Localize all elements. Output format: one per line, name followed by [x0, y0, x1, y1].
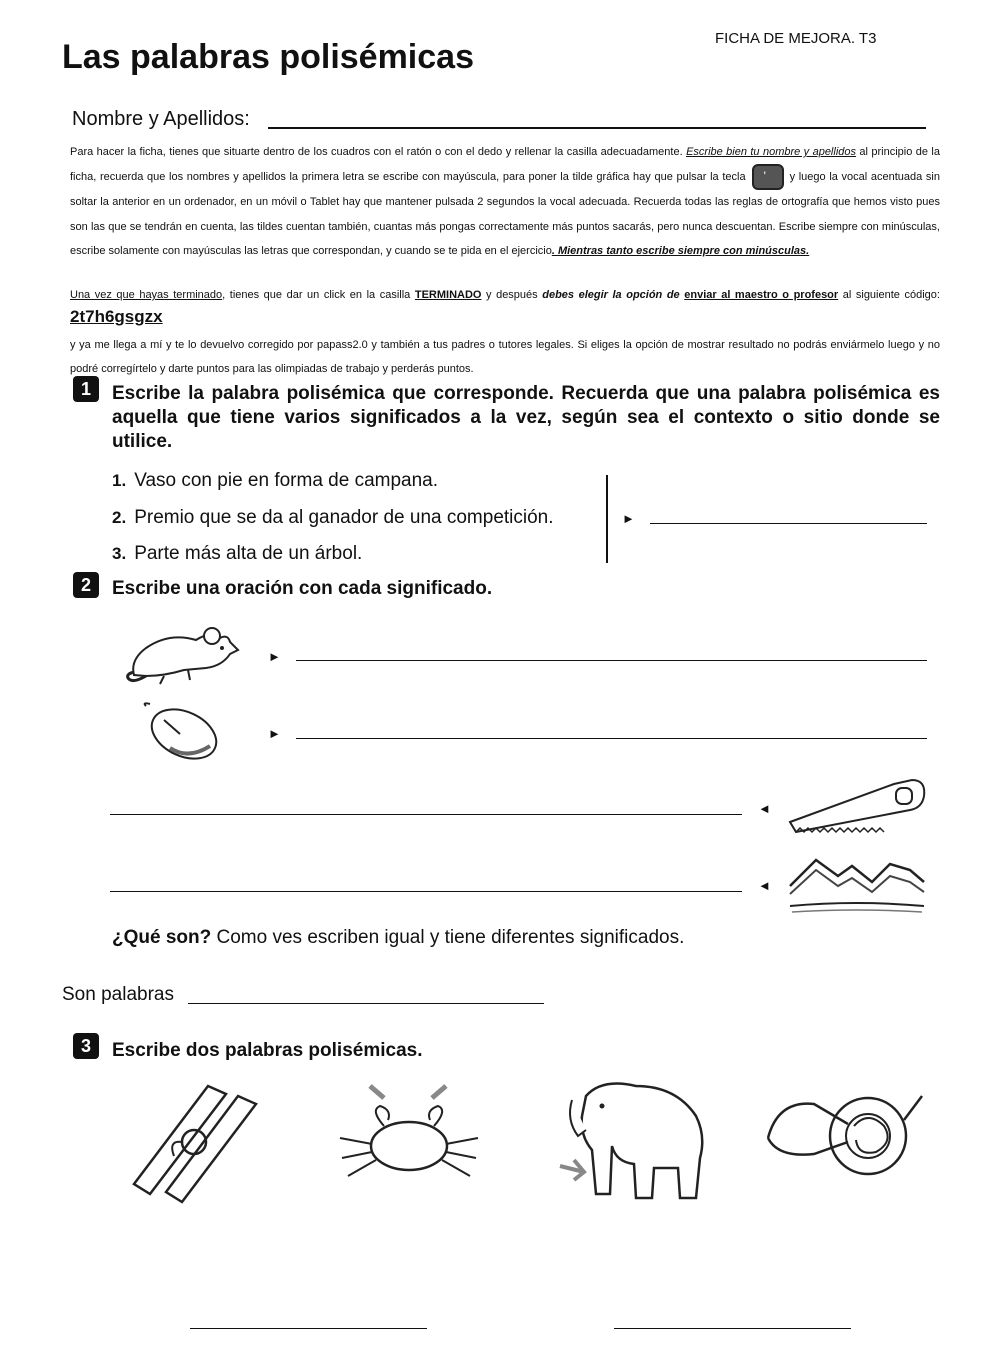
exercise-2-badge: 2 [73, 572, 99, 598]
answer-line-mountain[interactable] [110, 891, 742, 892]
son-palabras-label: Son palabras [62, 984, 174, 1005]
arrow-right-icon: ► [268, 726, 281, 741]
instructions-paragraph-1: Para hacer la ficha, tienes que situarte dentro de los cuadros con el ratón o con el dedo y rellenar la casilla adecuadamente. Escribe bien tu nombre y apellidos al principio de la ficha, recuerda que los nombres y apellidos la primera letra se escribe con mayúscula, para poner la tilde gráfica hay que pulsar la tecla' y luego la vocal acentuada sin soltar la anterior en un ordenador, en un móvil o Tablet hay que mantener pulsada 2 segundos la vocal adecuada. Recuerda todas las reglas de ortografía que hemos visto pues son las que se tendrán en cuenta, las tildes cuentan también, cuantas más pongas correctamente más puntos sacarás, pero nunca descuentan. Escribe siempre con minúsculas, escribe solamente con mayúsculas las letras que correspondan, y cuando se te pida en el ejercicio. Mientras tanto escribe siempre con minúsculas. [70, 140, 940, 263]
answer-line-polysemic-1[interactable] [190, 1328, 427, 1329]
arrow-right-icon: ► [622, 511, 635, 526]
clothespin-icon [128, 1080, 264, 1206]
french-horn-icon [764, 1080, 928, 1192]
arrow-right-icon: ► [268, 649, 281, 664]
assignment-code: 2t7h6gsgzx [70, 307, 163, 326]
exercise-3-badge: 3 [73, 1033, 99, 1059]
arrow-left-icon: ◄ [758, 878, 771, 893]
list-item: 2. Premio que se da al ganador de una competición. [112, 507, 554, 528]
page-title: Las palabras polisémicas [62, 38, 474, 76]
instructions-paragraph-3: y ya me llega a mí y te lo devuelvo corregido por papass2.0 y también a tus padres o tutores legales. Si eliges la opción de mostrar resultado no podrás enviármelo luego y no podré corregírtelo y darte puntos para las olimpiadas de trabajo y perderás puntos. [70, 339, 940, 375]
computer-mouse-icon [140, 700, 222, 762]
mountain-range-icon [786, 852, 928, 918]
instructions-paragraph-2: Una vez que hayas terminado, tienes que dar un click en la casilla TERMINADO y después debes elegir la opción de enviar al maestro o profesor al siguiente código: 2t7h6gsgzx [70, 289, 940, 326]
answer-line-1[interactable] [650, 523, 927, 524]
answer-line-polysemic-2[interactable] [614, 1328, 851, 1329]
answer-line-saw[interactable] [110, 814, 742, 815]
mouse-animal-icon [124, 620, 242, 688]
exercise-2-prompt: Escribe una oración con cada significado. [112, 578, 493, 599]
list-item: 3. Parte más alta de un árbol. [112, 543, 363, 564]
name-label: Nombre y Apellidos: [72, 108, 250, 130]
name-input-line[interactable] [268, 127, 926, 129]
worksheet-tag: FICHA DE MEJORA. T3 [715, 30, 877, 47]
answer-line-computer-mouse[interactable] [296, 738, 927, 739]
question-text: ¿Qué son? Como ves escriben igual y tiene diferentes significados. [112, 927, 685, 948]
bracket-divider [606, 475, 608, 563]
arrow-left-icon: ◄ [758, 801, 771, 816]
elephant-icon [556, 1076, 712, 1206]
crab-icon [334, 1080, 484, 1192]
accent-key-icon [752, 164, 784, 190]
son-palabras-answer-line[interactable] [188, 1003, 544, 1004]
answer-line-mouse-animal[interactable] [296, 660, 927, 661]
exercise-3-prompt: Escribe dos palabras polisémicas. [112, 1040, 423, 1061]
exercise-1-badge: 1 [73, 376, 99, 402]
saw-icon [786, 778, 928, 836]
exercise-1-prompt: Escribe la palabra polisémica que corresponde. Recuerda que una palabra polisémica es aquella que tiene varios significados a la vez, según sea el contexto o sitio donde se utilice. [112, 383, 940, 452]
list-item: 1. Vaso con pie en forma de campana. [112, 470, 439, 491]
